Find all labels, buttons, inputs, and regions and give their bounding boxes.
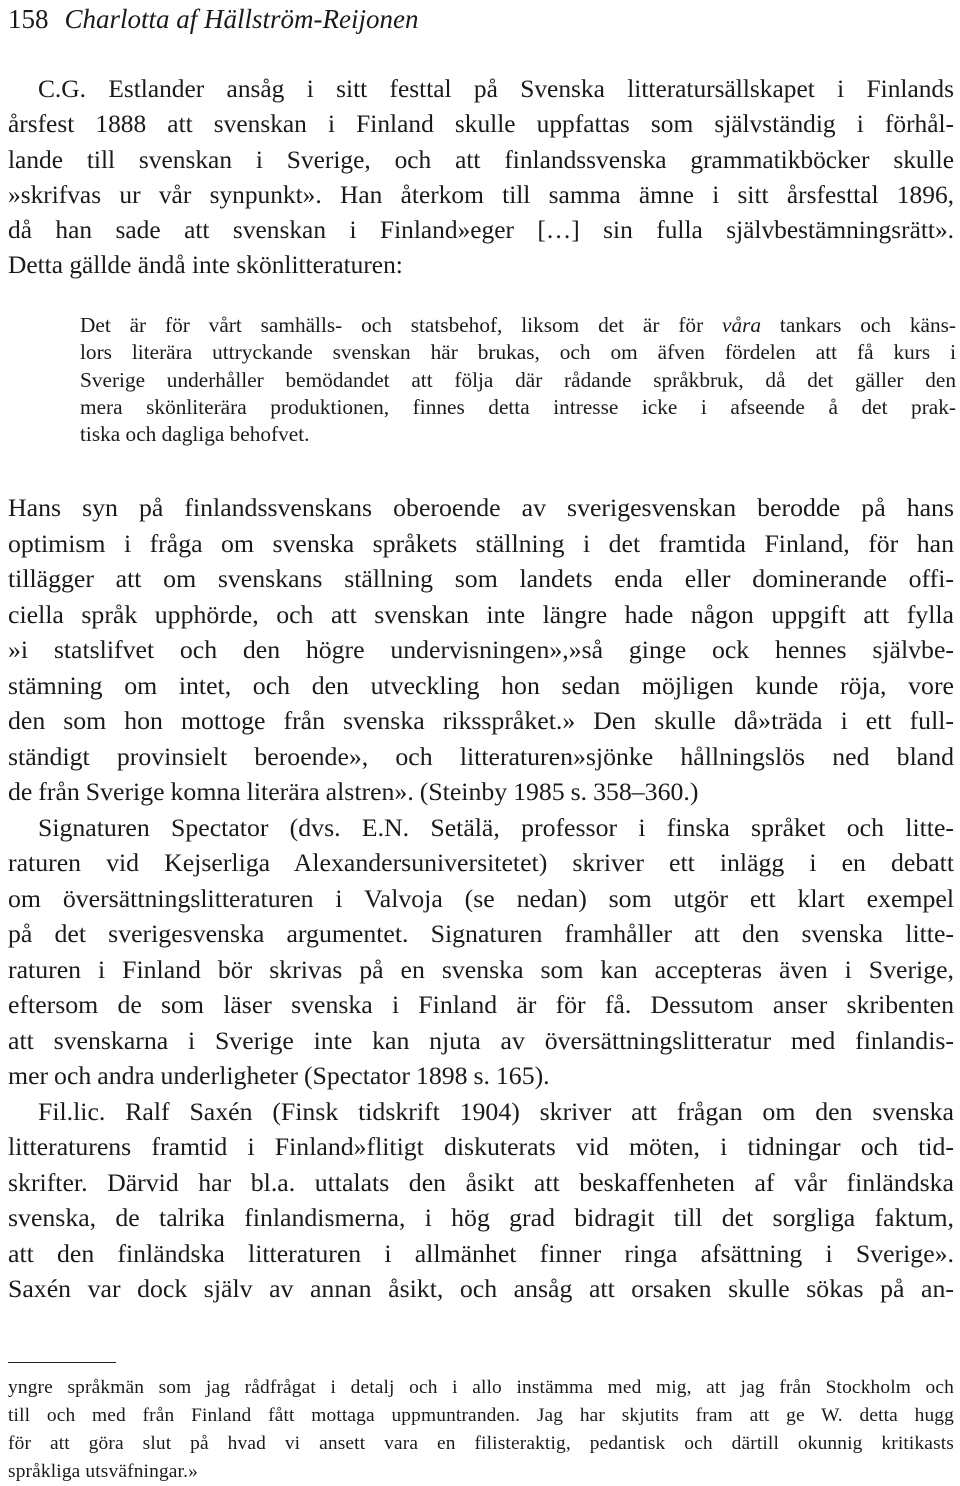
footnote-line: språkliga utsväfningar.» [8,1461,198,1482]
text-line: ciella språk upphörde, och att svenskan inte längre hade någon uppgift att fylla [8,599,954,629]
body-text-main [8,490,954,1307]
text-line: lande till svenskan i Sverige, och att finlandssvenska grammatikböcker skulle [8,145,954,174]
text-line: eftersom de som läser svenska i Finland är för få. Dessutom anser skribenten [8,990,954,1019]
text-line: ständigt provinsielt beroende», och litteraturen»sjönke hållningslös ned bland [8,741,954,771]
text-line: optimism i fråga om svenska språkets ställning i det framtida Finland, för han [8,528,954,558]
running-head [8,2,419,36]
text-line: årsfest 1888 att svenskan i Finland skulle uppfattas som självständig i förhål- [8,110,954,139]
text-line: Fil.lic. Ralf Saxén (Finsk tidskrift 1904) skriver att frågan om den svenska [38,1096,954,1126]
running-head-title: Charlotta af Hällström-Reijonen [64,4,419,34]
footnote-rule [8,1362,116,1363]
page-number: 158 [8,4,49,34]
footnote-line: yngre språkmän som jag rådfrågat i detalj och i allo instämma med mig, att jag från Stockholm och [8,1377,954,1398]
footnote-line: till och med från Finland fått mottaga uppmuntranden. Jag har skjutits fram att ge W. detta hugg [8,1405,954,1426]
text-line: om översättningslitteraturen i Valvoja (se nedan) som utgör ett klart exempel [8,883,954,913]
text-line: »skrifvas ur vår synpunkt». Han återkom till samma ämne i sitt årsfesttal 1896, [8,180,954,209]
text-line: att den finländska litteraturen i allmänhet finner ringa afsättning i Sverige». [8,1238,954,1268]
text-line: då han sade att svenskan i Finland»eger […] sin fulla självbestämningsrätt». [8,216,954,245]
quote-line: tiska och dagliga behofvet. [80,422,310,447]
text-line: raturen vid Kejserliga Alexandersuniversitetet) skriver ett inlägg i en debatt [8,848,954,877]
text-line: Detta gällde ändå inte skönlitteraturen: [8,251,403,280]
text-line: på det sverigesvenska argumentet. Signaturen framhåller att den svenska litte- [8,919,954,948]
quote-line: mera skönliterära produktionen, finnes detta intresse icke i afseende å det prak- [80,394,956,419]
footnote-line: för att göra slut på hvad vi ansett vara en filisteraktig, pedantisk och därtill okunnig kritikasts [8,1433,954,1454]
text-line: Saxén var dock själv av annan åsikt, och ansåg att orsaken skulle sökas på an- [8,1274,954,1303]
text-line: tillägger att om svenskans ställning som landets enda eller dominerande offi- [8,564,954,593]
block-quote [80,312,956,448]
text-line: raturen i Finland bör skrivas på en svenska som kan accepteras även i Sverige, [8,954,954,984]
quote-line: Sverige underhåller bemödandet att följa där rådande språkbruk, då det gäller den [80,367,956,392]
quote-line: lors literära uttryckande svenskan här brukas, och om äfven fördelen att få kurs i [80,340,956,365]
quote-line: Det är för vårt samhälls- och statsbehof, liksom det är för våra tankars och käns- [80,313,956,337]
text-line: skrifter. Därvid har bl.a. uttalats den åsikt att beskaffenheten af vår finländska [8,1167,954,1197]
text-line: C.G. Estlander ansåg i sitt festtal på Svenska litteratursällskapet i Finlands [38,75,954,103]
text-line: Signaturen Spectator (dvs. E.N. Setälä, professor i finska språket och litte- [38,812,954,842]
body-paragraph-estlander [8,72,954,284]
text-line: stämning om intet, och den utveckling hon sedan möjligen kunde röja, vore [8,670,954,700]
text-line: svenska, de talrika finlandismerna, i hög grad bidragit till det sorgliga faktum, [8,1203,954,1232]
text-line: att svenskarna i Sverige inte kan njuta av översättningslitteratur med finlandis- [8,1025,954,1055]
text-line: litteraturens framtid i Finland»flitigt diskuterats vid möten, i tidningar och tid- [8,1132,954,1161]
text-line: de från Sverige komna literära alstren». (Steinby 1985 s. 358–360.) [8,777,699,806]
text-line: mer och andra underligheter (Spectator 1898 s. 165). [8,1061,550,1090]
text-line: Hans syn på finlandssvenskans oberoende av sverigesvenskan berodde på hans [8,493,954,522]
text-line: den som hon mottoge från svenska riksspråket.» Den skulle då»träda i ett full- [8,706,954,735]
text-line: »i statslifvet och den högre undervisningen»,»så ginge ock hennes självbe- [8,635,954,664]
footnote-text [8,1374,954,1486]
